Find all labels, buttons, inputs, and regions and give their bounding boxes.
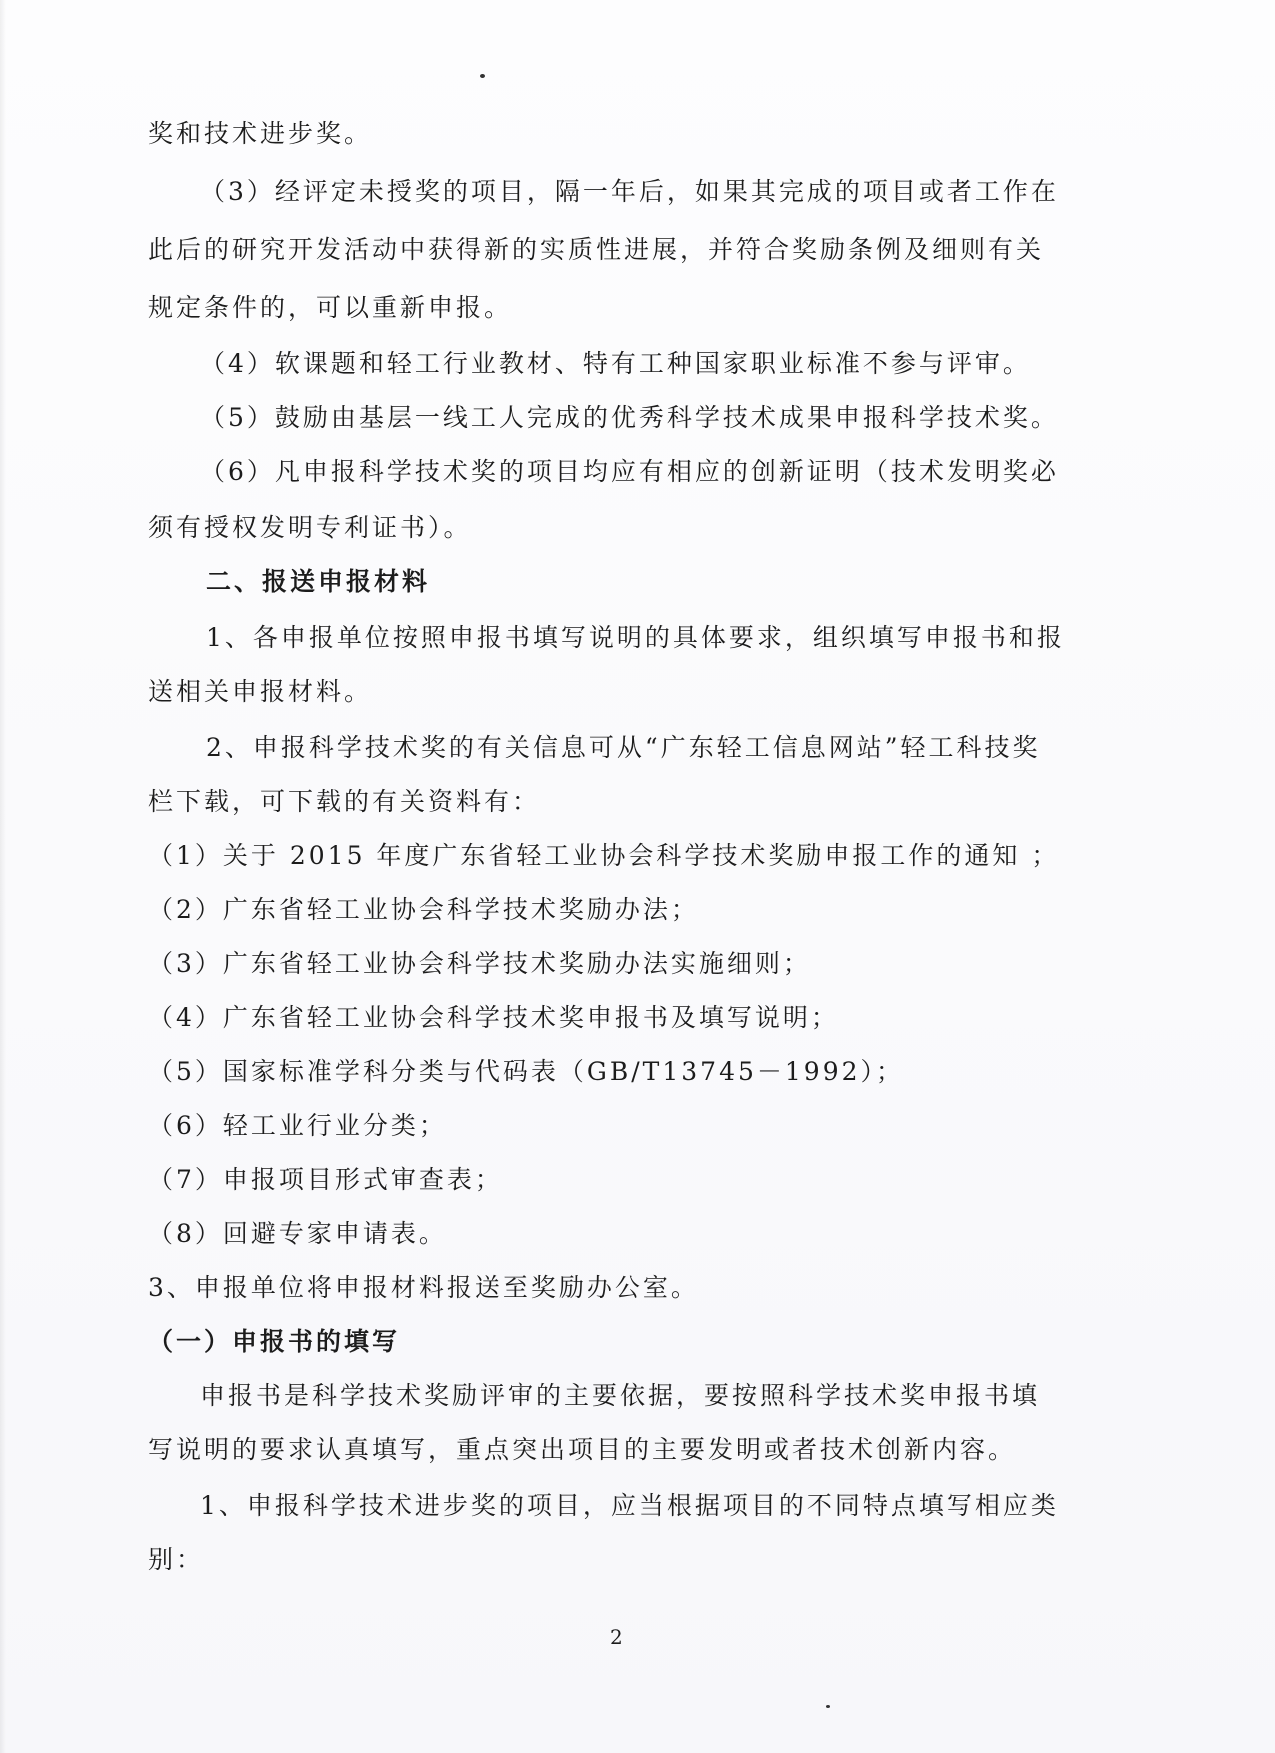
- paragraph-line: （4）软课题和轻工行业教材、特有工种国家职业标准不参与评审。: [200, 349, 1031, 378]
- paragraph-line: 栏下载，可下载的有关资料有：: [148, 787, 541, 816]
- paragraph-line: 1、各申报单位按照申报书填写说明的具体要求，组织填写申报书和报: [206, 623, 1065, 652]
- subsection-heading: （一）申报书的填写: [148, 1327, 401, 1356]
- list-item: （8）回避专家申请表。: [148, 1219, 447, 1248]
- paragraph-line: （6）凡申报科学技术奖的项目均应有相应的创新证明（技术发明奖必: [200, 457, 1059, 486]
- list-item: （5）国家标准学科分类与代码表（GB/T13745－1992）；: [148, 1057, 904, 1086]
- list-item: （3）广东省轻工业协会科学技术奖励办法实施细则；: [148, 949, 811, 978]
- list-item: （2）广东省轻工业协会科学技术奖励办法；: [148, 895, 699, 924]
- scan-speck: [826, 1705, 830, 1708]
- paragraph-line: 2、申报科学技术奖的有关信息可从“广东轻工信息网站”轻工科技奖: [206, 733, 1041, 762]
- paragraph-line: 奖和技术进步奖。: [148, 119, 373, 148]
- paragraph-line: （5）鼓励由基层一线工人完成的优秀科学技术成果申报科学技术奖。: [200, 403, 1059, 432]
- paragraph-line: 申报书是科学技术奖励评审的主要依据，要按照科学技术奖申报书填: [200, 1381, 1041, 1410]
- paragraph-line: 规定条件的，可以重新申报。: [148, 293, 513, 322]
- paragraph-line: 别：: [148, 1545, 205, 1574]
- paragraph-line: 此后的研究开发活动中获得新的实质性进展，并符合奖励条例及细则有关: [148, 235, 1045, 264]
- section-heading: 二、报送申报材料: [206, 567, 431, 596]
- paragraph-line: 送相关申报材料。: [148, 677, 373, 706]
- paragraph-line: 写说明的要求认真填写，重点突出项目的主要发明或者技术创新内容。: [148, 1435, 1017, 1464]
- scan-speck: [480, 74, 485, 78]
- page-number: 2: [610, 1625, 623, 1649]
- list-item: （6）轻工业行业分类；: [148, 1111, 447, 1140]
- list-item: （1）关于 2015 年度广东省轻工业协会科学技术奖励申报工作的通知 ；: [148, 841, 1060, 870]
- paragraph-line: 1、申报科学技术进步奖的项目，应当根据项目的不同特点填写相应类: [200, 1491, 1059, 1520]
- paragraph-line: 须有授权发明专利证书）。: [148, 513, 472, 542]
- paragraph-line: （3）经评定未授奖的项目，隔一年后，如果其完成的项目或者工作在: [200, 177, 1059, 206]
- scan-edge-shadow: [0, 0, 6, 1753]
- list-item: （7）申报项目形式审查表；: [148, 1165, 503, 1194]
- paragraph-line: 3、申报单位将申报材料报送至奖励办公室。: [148, 1273, 699, 1302]
- list-item: （4）广东省轻工业协会科学技术奖申报书及填写说明；: [148, 1003, 839, 1032]
